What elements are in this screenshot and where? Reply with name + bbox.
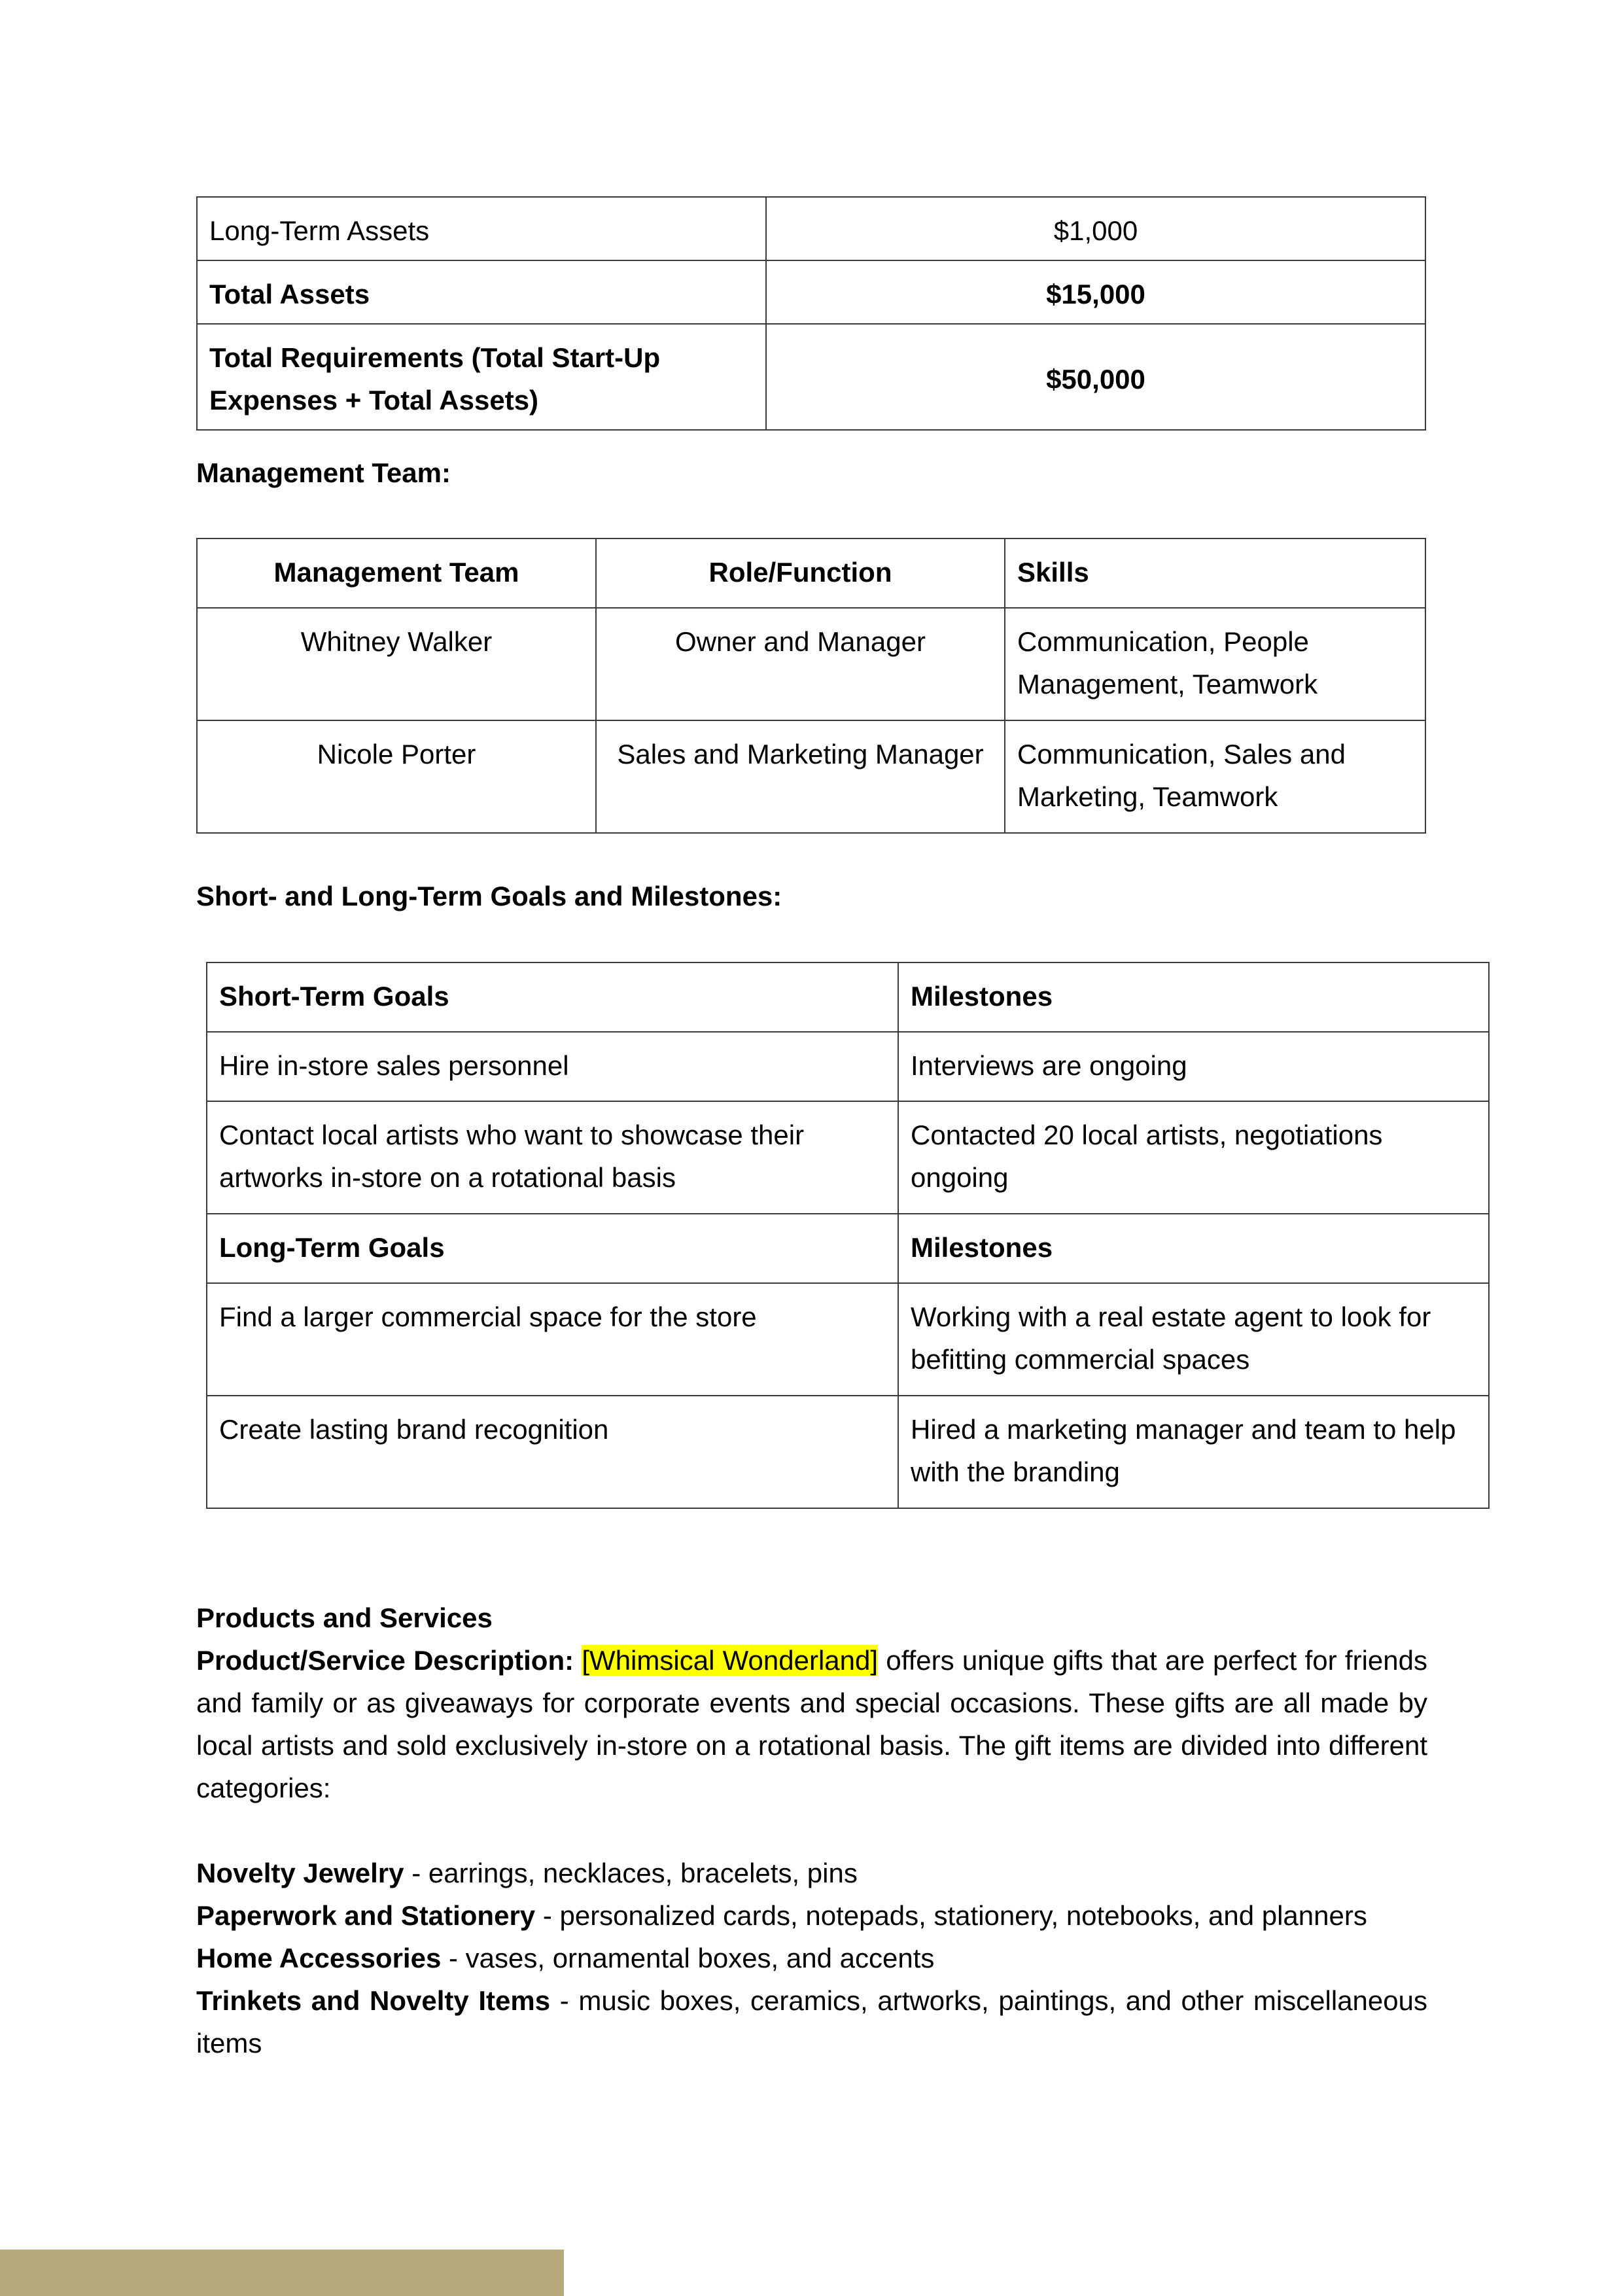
management-table <box>196 538 1426 834</box>
asset-label: Total Requirements (Total Start-Up Expenses + Total Assets) <box>197 324 766 430</box>
goal-cell: Hire in-store sales personnel <box>207 1032 898 1101</box>
footer-accent-bar <box>0 2250 564 2296</box>
table-row <box>197 260 1425 324</box>
table-header-row <box>207 963 1489 1032</box>
goals-heading: Short- and Long-Term Goals and Milestones: <box>196 881 782 911</box>
management-heading: Management Team: <box>196 457 451 488</box>
goal-cell: Find a larger commercial space for the store <box>207 1283 898 1396</box>
member-skills: Communication, People Management, Teamwork <box>1005 608 1425 720</box>
milestone-cell: Contacted 20 local artists, negotiations ongoing <box>898 1101 1489 1214</box>
table-row <box>207 1283 1489 1396</box>
member-name: Whitney Walker <box>197 608 596 720</box>
table-row <box>207 1396 1489 1508</box>
table-row <box>197 197 1425 260</box>
asset-label: Total Assets <box>197 260 766 324</box>
goals-table <box>206 962 1490 1509</box>
product-description <box>196 1639 1427 1809</box>
table-row <box>207 1101 1489 1214</box>
asset-value: $1,000 <box>766 197 1425 260</box>
assets-table <box>196 196 1426 431</box>
category-item <box>196 1852 1427 1894</box>
member-role: Sales and Marketing Manager <box>596 720 1005 833</box>
milestone-cell: Working with a real estate agent to look for befitting commercial spaces <box>898 1283 1489 1396</box>
table-row <box>197 720 1425 833</box>
category-name: Paperwork and Stationery <box>196 1900 536 1931</box>
category-name: Trinkets and Novelty Items <box>196 1985 551 2016</box>
category-name: Home Accessories <box>196 1943 442 1973</box>
table-row <box>197 324 1425 430</box>
products-section <box>196 1597 1427 2064</box>
milestones-header: Milestones <box>898 963 1489 1032</box>
table-header-row <box>197 539 1425 608</box>
category-items: - vases, ornamental boxes, and accents <box>448 1943 935 1973</box>
asset-value: $15,000 <box>766 260 1425 324</box>
short-term-goals-header: Short-Term Goals <box>207 963 898 1032</box>
table-header-row <box>207 1214 1489 1283</box>
category-items: - personalized cards, notepads, stationery, notebooks, and planners <box>542 1900 1367 1931</box>
table-row <box>197 608 1425 720</box>
category-items: - music boxes, ceramics, artworks, paintings, and other miscellaneous items <box>196 1985 1427 2058</box>
goal-cell: Create lasting brand recognition <box>207 1396 898 1508</box>
asset-value: $50,000 <box>766 324 1425 430</box>
member-role: Owner and Manager <box>596 608 1005 720</box>
products-heading: Products and Services <box>196 1602 493 1633</box>
column-header: Skills <box>1005 539 1425 608</box>
category-item <box>196 1979 1427 2064</box>
description-label: Product/Service Description: <box>196 1645 574 1676</box>
category-item <box>196 1937 1427 1979</box>
category-item <box>196 1894 1427 1937</box>
column-header: Role/Function <box>596 539 1005 608</box>
description-text: offers unique gifts that are perfect for friends and family or as giveaways for corporate events and special occasions. These gifts are all made by local artists and sold exclusively in-store on a rotational basis. The gift items are divided into different categories: <box>196 1645 1427 1803</box>
column-header: Management Team <box>197 539 596 608</box>
milestone-cell: Hired a marketing manager and team to help with the branding <box>898 1396 1489 1508</box>
milestones-header: Milestones <box>898 1214 1489 1283</box>
goal-cell: Contact local artists who want to showcase their artworks in-store on a rotational basis <box>207 1101 898 1214</box>
long-term-goals-header: Long-Term Goals <box>207 1214 898 1283</box>
business-name-placeholder: [Whimsical Wonderland] <box>582 1645 879 1676</box>
category-name: Novelty Jewelry <box>196 1858 404 1888</box>
asset-label: Long-Term Assets <box>197 197 766 260</box>
category-items: - earrings, necklaces, bracelets, pins <box>411 1858 858 1888</box>
member-name: Nicole Porter <box>197 720 596 833</box>
member-skills: Communication, Sales and Marketing, Teamwork <box>1005 720 1425 833</box>
spacer <box>196 1809 1427 1852</box>
table-row <box>207 1032 1489 1101</box>
milestone-cell: Interviews are ongoing <box>898 1032 1489 1101</box>
